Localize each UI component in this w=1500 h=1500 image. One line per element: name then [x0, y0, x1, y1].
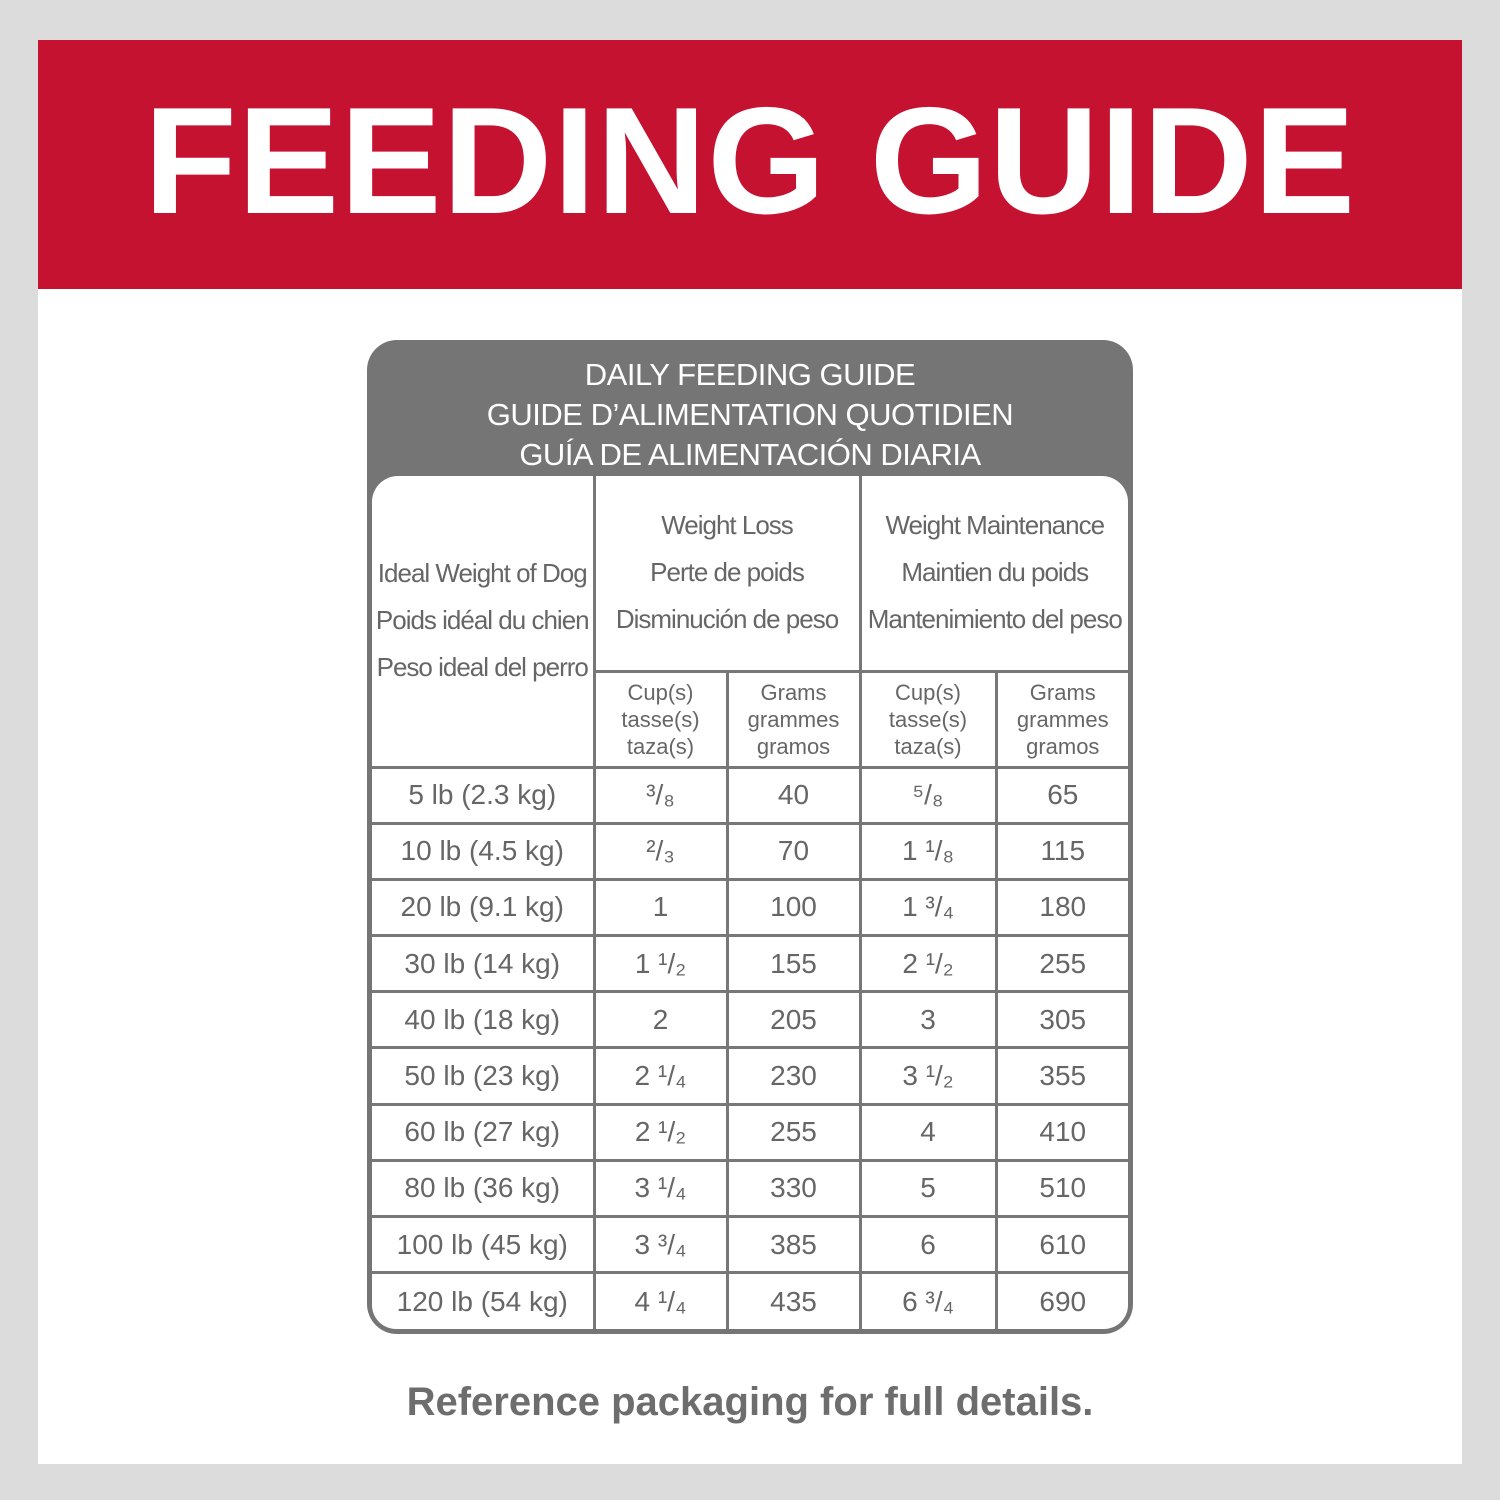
footer-note: Reference packaging for full details.	[406, 1380, 1094, 1424]
subheader-text: taza(s)	[894, 733, 962, 759]
cell-maint-cups: 2 ¹/₂	[860, 936, 996, 992]
header-ideal-weight	[372, 476, 594, 767]
header-text: Perte de poids	[650, 557, 804, 588]
cell-maint-cups: 6 ³/₄	[860, 1273, 996, 1329]
subheader-text: Grams	[760, 679, 827, 705]
cell-loss-cups: 3 ³/₄	[594, 1217, 727, 1273]
cell-weight: 30 lb (14 kg)	[372, 936, 594, 992]
banner-title: FEEDING GUIDE	[143, 75, 1357, 246]
subheader-text: Cup(s)	[627, 679, 694, 705]
cell-loss-cups: 2	[594, 992, 727, 1048]
feeding-guide-card	[38, 40, 1462, 1464]
cell-weight: 5 lb (2.3 kg)	[372, 767, 594, 823]
subheader-text: gramos	[1026, 733, 1100, 759]
header-text: Poids idéal du chien	[375, 605, 589, 636]
cell-loss-grams: 385	[727, 1217, 860, 1273]
table-row	[372, 823, 1128, 879]
cell-loss-cups: ³/₈	[594, 767, 727, 823]
header-text: Disminución de peso	[615, 604, 839, 635]
cell-weight: 80 lb (36 kg)	[372, 1160, 594, 1216]
table-title-line: GUÍA DE ALIMENTACIÓN DIARIA	[519, 437, 981, 472]
header-text: Mantenimiento del peso	[867, 604, 1122, 635]
header-text: Ideal Weight of Dog	[377, 558, 587, 589]
cell-loss-grams: 70	[727, 823, 860, 879]
cell-maint-grams: 690	[996, 1273, 1128, 1329]
subheader-loss-cups	[594, 671, 727, 767]
table-row	[372, 1273, 1128, 1329]
subheader-text: tasse(s)	[621, 706, 700, 732]
cell-weight: 120 lb (54 kg)	[372, 1273, 594, 1329]
cell-loss-cups: 4 ¹/₄	[594, 1273, 727, 1329]
subheader-text: Cup(s)	[895, 679, 962, 705]
cell-loss-cups: 2 ¹/₄	[594, 1048, 727, 1104]
cell-weight: 60 lb (27 kg)	[372, 1104, 594, 1160]
cell-maint-grams: 255	[996, 936, 1128, 992]
cell-loss-grams: 435	[727, 1273, 860, 1329]
cell-loss-grams: 330	[727, 1160, 860, 1216]
table-row	[372, 1048, 1128, 1104]
header-weight-loss	[594, 476, 860, 671]
table-row	[372, 879, 1128, 935]
cell-maint-grams: 355	[996, 1048, 1128, 1104]
cell-loss-grams: 40	[727, 767, 860, 823]
cell-loss-cups: 3 ¹/₄	[594, 1160, 727, 1216]
cell-maint-grams: 180	[996, 879, 1128, 935]
table-row	[372, 767, 1128, 823]
table-title-line: DAILY FEEDING GUIDE	[584, 357, 916, 392]
cell-maint-grams: 305	[996, 992, 1128, 1048]
cell-maint-cups: 3	[860, 992, 996, 1048]
table-row	[372, 1104, 1128, 1160]
cell-loss-cups: ²/₃	[594, 823, 727, 879]
cell-maint-cups: 3 ¹/₂	[860, 1048, 996, 1104]
subheader-text: grammes	[747, 706, 840, 732]
table-title	[367, 350, 1133, 480]
cell-maint-grams: 65	[996, 767, 1128, 823]
cell-loss-grams: 230	[727, 1048, 860, 1104]
cell-weight: 100 lb (45 kg)	[372, 1217, 594, 1273]
header-text: Weight Maintenance	[885, 510, 1105, 541]
cell-loss-grams: 155	[727, 936, 860, 992]
cell-weight: 10 lb (4.5 kg)	[372, 823, 594, 879]
feeding-table	[367, 340, 1133, 1334]
cell-weight: 40 lb (18 kg)	[372, 992, 594, 1048]
cell-maint-cups: 1 ¹/₈	[860, 823, 996, 879]
cell-loss-grams: 100	[727, 879, 860, 935]
subheader-text: grammes	[1016, 706, 1109, 732]
subheader-maint-cups	[860, 671, 996, 767]
title-banner	[38, 40, 1462, 289]
subheader-text: Grams	[1029, 679, 1096, 705]
cell-loss-cups: 1 ¹/₂	[594, 936, 727, 992]
cell-loss-grams: 255	[727, 1104, 860, 1160]
subheader-loss-grams	[727, 671, 860, 767]
subheader-maint-grams	[996, 671, 1128, 767]
cell-maint-cups: 1 ³/₄	[860, 879, 996, 935]
cell-weight: 50 lb (23 kg)	[372, 1048, 594, 1104]
header-text: Weight Loss	[661, 510, 793, 541]
subheader-text: tasse(s)	[888, 706, 968, 732]
cell-loss-grams: 205	[727, 992, 860, 1048]
cell-maint-grams: 610	[996, 1217, 1128, 1273]
cell-maint-grams: 510	[996, 1160, 1128, 1216]
cell-maint-cups: 4	[860, 1104, 996, 1160]
header-weight-maintenance	[860, 476, 1128, 671]
cell-maint-cups: 6	[860, 1217, 996, 1273]
table-row	[372, 992, 1128, 1048]
subheader-text: taza(s)	[626, 733, 695, 759]
cell-maint-cups: 5	[860, 1160, 996, 1216]
table-row	[372, 936, 1128, 992]
table-body	[372, 767, 1128, 1329]
cell-loss-cups: 2 ¹/₂	[594, 1104, 727, 1160]
cell-loss-cups: 1	[594, 879, 727, 935]
header-text: Peso ideal del perro	[376, 652, 588, 683]
table-row	[372, 1160, 1128, 1216]
table-grid	[372, 476, 1128, 1329]
table-title-line: GUIDE D’ALIMENTATION QUOTIDIEN	[486, 397, 1014, 432]
cell-maint-cups: ⁵/₈	[860, 767, 996, 823]
subheader-text: gramos	[756, 733, 831, 759]
cell-weight: 20 lb (9.1 kg)	[372, 879, 594, 935]
table-row	[372, 1217, 1128, 1273]
header-text: Maintien du poids	[901, 557, 1089, 588]
cell-maint-grams: 410	[996, 1104, 1128, 1160]
cell-maint-grams: 115	[996, 823, 1128, 879]
